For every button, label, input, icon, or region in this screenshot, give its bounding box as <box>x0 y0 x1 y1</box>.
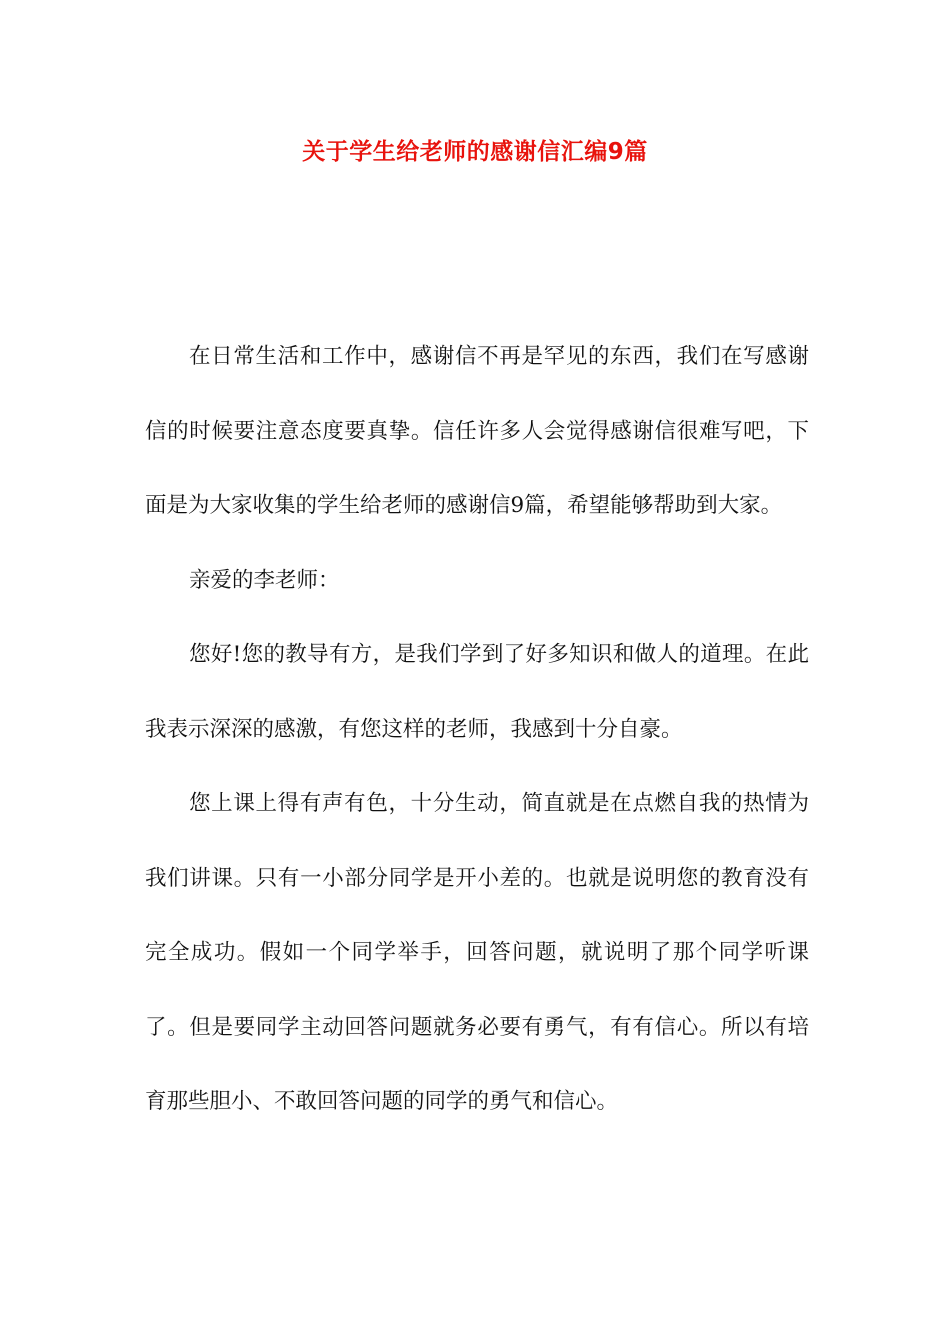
letter-paragraph-2: 您上课上得有声有色，十分生动，简直就是在点燃自我的热情为我们讲课。只有一小部分同学是开小差的。也就是说明您的教育没有完全成功。假如一个同学举手，回答问题，就说明了那个同学听课了。但是要同学主动回答问题就务必要有勇气，有有信心。所以有培育那些胆小、不敢回答问题的同学的勇气和信心。 <box>145 791 809 1114</box>
letter-paragraph-1: 您好!您的教导有方，是我们学到了好多知识和做人的道理。在此我表示深深的感激，有您这样的老师，我感到十分自豪。 <box>145 642 809 742</box>
intro-paragraph: 在日常生活和工作中，感谢信不再是罕见的东西，我们在写感谢信的时候要注意态度要真挚。信任许多人会觉得感谢信很难写吧，下面是为大家收集的学生给老师的感谢信9篇，希望能够帮助到大家。 <box>145 344 809 518</box>
document-title: 关于学生给老师的感谢信汇编9篇 <box>302 139 648 165</box>
salutation: 亲爱的李老师： <box>189 567 340 593</box>
document-body <box>145 320 809 1140</box>
